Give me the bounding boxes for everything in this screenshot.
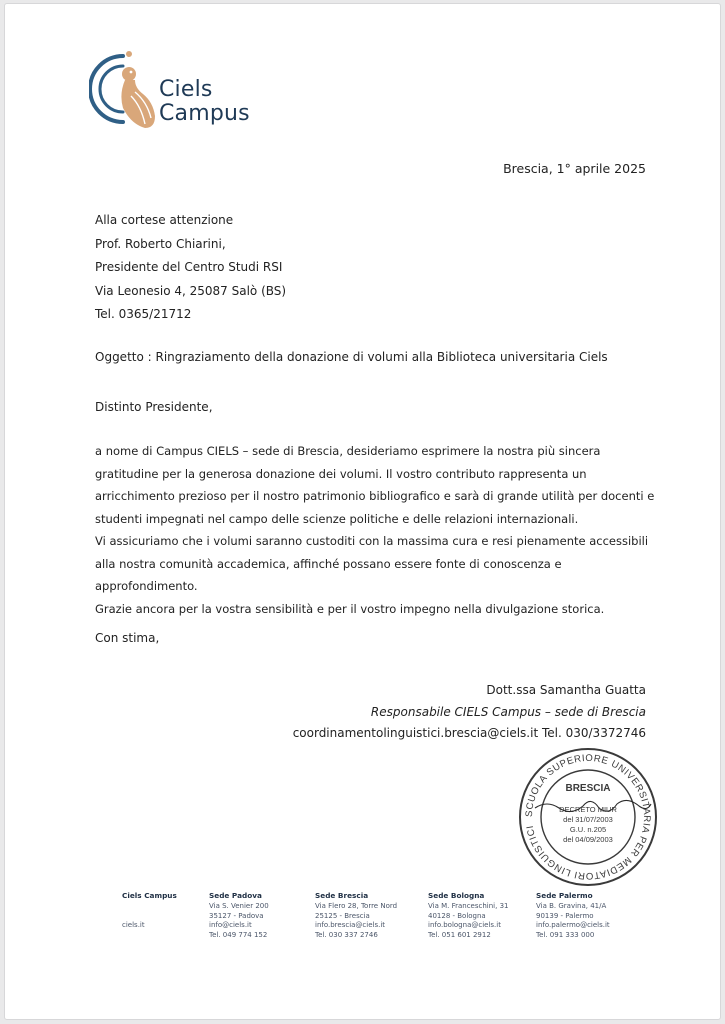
body-paragraph: Grazie ancora per la vostra sensibilità e per il vostro impegno nella divulgazione storica. (95, 601, 605, 616)
footer-campus (122, 891, 177, 931)
recipient-line: Via Leonesio 4, 25087 Salò (BS) (95, 283, 287, 298)
closing: Con stima, (95, 631, 160, 645)
recipient-line: Tel. 0365/21712 (95, 307, 192, 321)
letter-date: Brescia, 1° aprile 2025 (503, 161, 646, 176)
footer-email[interactable]: info.brescia@ciels.it (315, 921, 386, 930)
footer-campus-title: Ciels Campus (122, 891, 177, 900)
brand-line-2: Campus (159, 101, 250, 126)
footer-line: 40128 - Bologna (428, 911, 486, 920)
body-paragraph: Vi assicuriamo che i volumi saranno custoditi con la massima cura e resi pienamente accessibili alla nostra comunità accademica, affinché possano essere fonte di conoscenza e approfondimento. (95, 534, 649, 593)
footer-email[interactable]: info.palermo@ciels.it (536, 921, 610, 930)
stamp-line: del 31/07/2003 (563, 815, 613, 824)
footer-email[interactable]: info.bologna@ciels.it (428, 921, 501, 930)
footer (122, 891, 642, 951)
footer-campus-site[interactable]: ciels.it (122, 921, 145, 930)
footer-email[interactable]: info@ciels.it (209, 921, 252, 930)
greeting: Distinto Presidente, (95, 400, 213, 414)
footer-line: Via S. Venier 200 (209, 902, 269, 911)
letter-page (4, 3, 721, 1020)
footer-line: 25125 - Brescia (315, 911, 370, 920)
footer-line: 35127 - Padova (209, 911, 264, 920)
footer-site-bologna (428, 891, 508, 940)
footer-line: Via Flero 28, Torre Nord (315, 902, 398, 911)
footer-site-title: Sede Brescia (315, 891, 369, 900)
brand-name (159, 78, 250, 126)
footer-site-title: Sede Palermo (536, 891, 593, 900)
footer-line: Via M. Franceschini, 31 (428, 902, 509, 911)
footer-site-palermo (536, 891, 610, 940)
footer-line: Tel. 091 333 000 (536, 930, 595, 939)
footer-line: Tel. 051 601 2912 (428, 930, 491, 939)
recipient-line: Presidente del Centro Studi RSI (95, 260, 283, 274)
footer-site-brescia (315, 891, 397, 940)
stamp-line: del 04/09/2003 (563, 835, 613, 844)
footer-site-title: Sede Bologna (428, 891, 485, 900)
footer-site-title: Sede Padova (209, 891, 262, 900)
footer-line: Tel. 030 337 2746 (315, 930, 378, 939)
footer-site-padova (209, 891, 269, 940)
footer-line: Via B. Gravina, 41/A (536, 902, 607, 911)
body-paragraph: a nome di Campus CIELS – sede di Brescia, desideriamo esprimere la nostra più sincera gratitudine per la generosa donazione dei volumi. Il vostro contributo rappresenta un arricchimento prezioso per il nostro patrimonio bibliografico e sarà di grande utilità per docenti e studenti impegnati nel campo delle scienze politiche e delle relazioni internazionali. (95, 444, 655, 526)
official-stamp (517, 746, 659, 888)
subject-line: Oggetto : Ringraziamento della donazione di volumi alla Biblioteca universitaria Ciels (95, 350, 608, 364)
letter-body (95, 440, 655, 620)
recipient-line: Prof. Roberto Chiarini, (95, 236, 226, 251)
footer-line: Tel. 049 774 152 (209, 930, 268, 939)
stamp-line: DECRETO MIUR (559, 805, 617, 814)
signer-contact: coordinamentolinguistici.brescia@ciels.it Tel. 030/3372746 (292, 726, 646, 740)
stamp-city: BRESCIA (565, 783, 611, 794)
signer-name: Dott.ssa Samantha Guatta (486, 683, 646, 697)
footer-line: 90139 - Palermo (536, 911, 594, 920)
recipient-line: Alla cortese attenzione (95, 213, 234, 227)
recipient-block (95, 209, 286, 327)
brand-line-1: Ciels (159, 77, 213, 102)
signature-block (293, 680, 646, 745)
signer-role: Responsabile CIELS Campus – sede di Brescia (370, 704, 646, 719)
stamp-line: G.U. n.205 (569, 825, 607, 834)
stamp-ring-text: SCUOLA SUPERIORE UNIVERSITARIA PER MEDIATORI LINGUISTICI (523, 752, 653, 882)
